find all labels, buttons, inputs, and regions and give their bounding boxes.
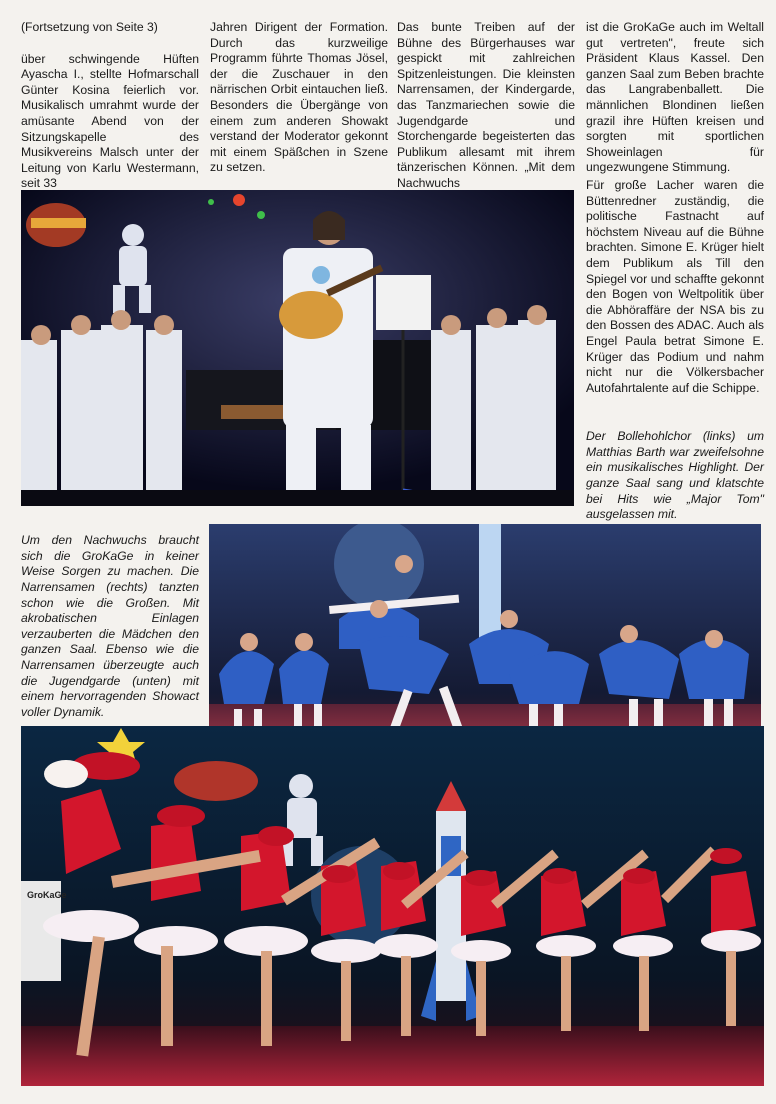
- continuation-note: (Fortsetzung von Seite 3): [21, 20, 158, 34]
- text-column-4: [586, 20, 764, 395]
- acoustic-guitar: [279, 291, 343, 339]
- music-stand: [376, 275, 431, 330]
- photo-jugendgarde-dance: [21, 726, 764, 1086]
- stage-sign-text: GroKaGe: [27, 890, 67, 900]
- photo-band-on-stage: [21, 190, 574, 506]
- column-4-text-top: ist die GroKaGe auch im Weltall gut vertreten", freute sich Präsident Klaus Kassel. Den ganzen Saal zum Beben brachte das Langrabenballett. Die männlichen Blondinen ließen grazil ihre Hüften kreisen und sorgten mit sportlichen Showeinlagen für ungezwungene Stimmung.: [586, 20, 764, 175]
- text-column-3: [397, 20, 575, 192]
- photo-caption-band: Der Bollehohlchor (links) um Matthias Barth war zweifelsohne ein musikalisches Highlight. Der ganze Saal sang und klatschte bei Hits wie „Major Tom" ausgelassen mit.: [586, 429, 764, 522]
- column-1-text: über schwingende Hüften Ayascha I., stellte Hofmarschall Günter Kosina feierlich vor. Musikalisch umrahmt wurde der amüsante Abend von der Sitzungskapelle des Musikvereins Malsch unter der Leitung von Karlu Westermann, seit 33: [21, 51, 199, 191]
- column-2-text: Jahren Dirigent der Formation. Durch das kurzweilige Programm führte Thomas Jösel, der die Zuschauer in den närrischen Orbit eintauchen ließ. Besonders die Übergänge von einem zum anderen Showakt verstand der Moderator gekonnt mit einem Späßchen in Szene zu setzen.: [210, 20, 388, 175]
- text-column-1: [21, 20, 199, 192]
- column-3-text: Das bunte Treiben auf der Bühne des Bürgerhauses war gespickt mit zahlreichen Spitzenleistungen. Die kleinsten Narrensamen, der Kindergarde, das Tanzmariechen sowie die Jugendgarde und Storchengarde begeisterten das Publikum allesamt mit ihrem tänzerischen Können. „Mit dem Nachwuchs: [397, 20, 575, 190]
- photo-caption-kids: Um den Nachwuchs braucht sich die GroKaGe in keiner Weise Sorgen zu machen. Die Narrensamen (rechts) tanzten schon wie die Großen. Mit akrobatischen Einlagen verzauberten die Mädchen den ganzen Saal. Ebenso wie die Narrensamen überzeugte auch die Jugendgarde (unten) mit einem hervorragenden Showact voller Dynamik.: [21, 533, 199, 719]
- planet-decoration: [174, 761, 258, 801]
- column-4-text-bottom: Für große Lacher waren die Büttenredner zuständig, die politische Fastnacht auf höchstem Niveau auf die Bühne brachten. Simone E. Krüger hielt dem Publikum als Till den Spiegel vor und schaffte gekonnt den Bogen von Weltpolitik über die Abhöraffäre der NSA bis zu den Bossen des ADAC. Auch als Engel Paula betrat Simone E. Krüger das Podium und nahm nicht nur die Völkersbacher Autofahrtalente auf die Schippe.: [586, 178, 764, 395]
- text-column-2: [210, 20, 388, 176]
